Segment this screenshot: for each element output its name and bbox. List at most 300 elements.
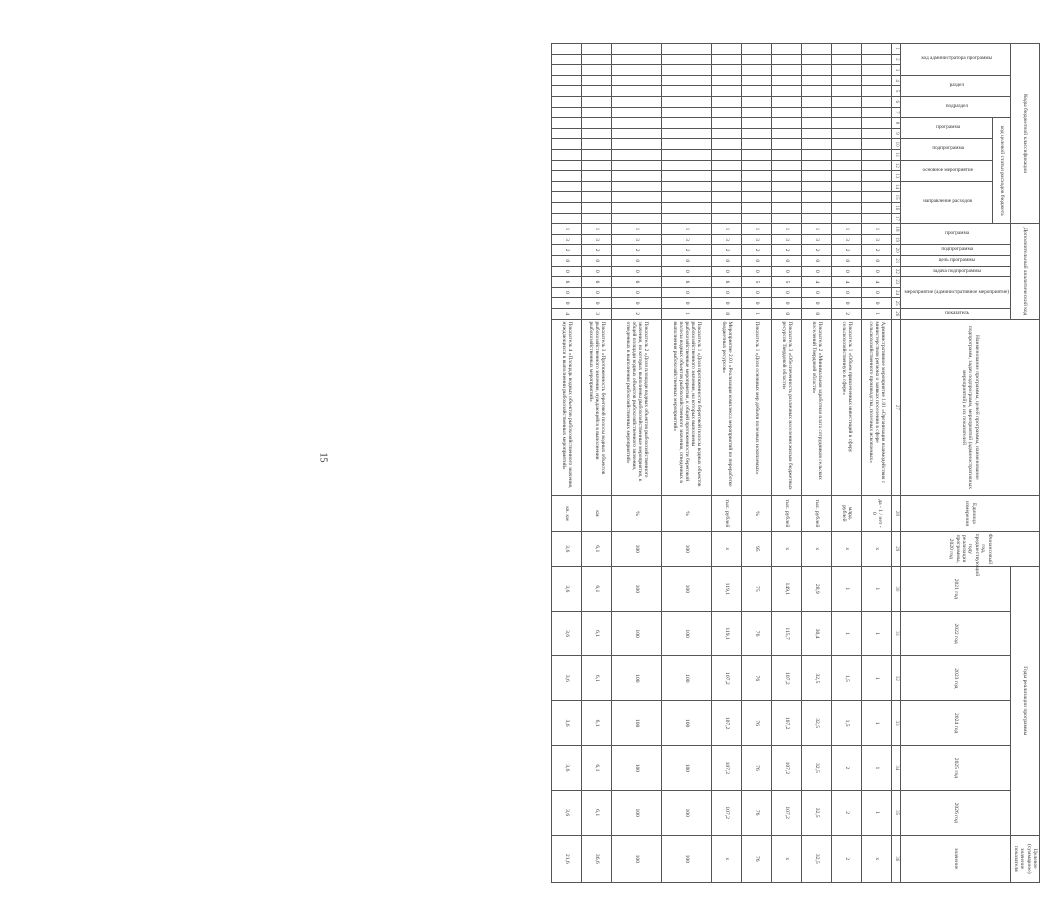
row-year-value: 6,1 xyxy=(582,790,612,835)
code-cell xyxy=(662,160,712,171)
code-cell xyxy=(612,96,662,107)
code-cell: 2 xyxy=(582,245,612,256)
row-year-value: 1 xyxy=(862,656,892,701)
header-subprogram-2: подпрограмма xyxy=(901,245,1011,256)
row-name: Показатель 1 «Доля протяженности береговой полосы водных объектов рыбохозяйственного значения, на которых выполнены рыбохозяйственные мероприятия, к общей протяженности береговой полосы водных объектов рыбохозяйственного значения, отведенных в выполнения рыбохозяйственных мероприятий» xyxy=(662,319,712,496)
row-base: 95 xyxy=(742,531,772,566)
code-cell xyxy=(612,44,662,55)
code-cell xyxy=(772,54,802,65)
column-number-row xyxy=(892,44,901,883)
code-cell xyxy=(582,118,612,129)
code-cell xyxy=(862,96,892,107)
row-year-value: 100 xyxy=(662,746,712,791)
code-cell xyxy=(772,86,802,97)
row-year-value: 1 xyxy=(832,611,862,656)
code-cell: 1 xyxy=(552,224,582,235)
code-cell: 0 xyxy=(802,255,832,266)
header-year-2022: 2022 год xyxy=(901,611,1011,656)
code-cell xyxy=(832,149,862,160)
row-target: х xyxy=(712,835,742,882)
code-cell xyxy=(612,171,662,182)
row-target: х xyxy=(862,835,892,882)
code-cell xyxy=(712,75,742,86)
code-cell xyxy=(772,171,802,182)
code-cell xyxy=(582,202,612,213)
column-number: 12 xyxy=(892,160,901,171)
column-number: 34 xyxy=(892,746,901,791)
code-cell: 6 xyxy=(552,277,582,288)
code-cell xyxy=(712,202,742,213)
code-cell: 0 xyxy=(612,298,662,309)
header-main-event: основное мероприятие xyxy=(901,160,993,181)
column-number: 7 xyxy=(892,107,901,118)
code-cell xyxy=(832,202,862,213)
code-cell: 1 xyxy=(862,308,892,319)
code-cell xyxy=(662,86,712,97)
code-cell: 4 xyxy=(552,308,582,319)
code-cell xyxy=(612,149,662,160)
row-base: х xyxy=(862,531,892,566)
column-number: 11 xyxy=(892,149,901,160)
row-year-value: 107,2 xyxy=(712,790,742,835)
row-target: 32,5 xyxy=(802,835,832,882)
row-year-value: 1 xyxy=(862,701,892,746)
code-cell xyxy=(832,96,862,107)
code-cell xyxy=(832,213,862,224)
code-cell xyxy=(662,171,712,182)
column-number: 14 xyxy=(892,181,901,192)
code-cell xyxy=(712,44,742,55)
code-cell xyxy=(772,192,802,203)
row-name: Показатель 2 «Минимальная заработная плата сотрудников сельских поселений Твердовой области» xyxy=(802,319,832,496)
code-cell: 6 xyxy=(662,277,712,288)
header-admin-code: код администратора программы xyxy=(901,44,1011,76)
code-cell: 5 xyxy=(772,277,802,288)
code-cell: 1 xyxy=(742,308,772,319)
row-year-value: 119,1 xyxy=(712,611,742,656)
row-year-value: 100 xyxy=(612,701,662,746)
code-cell xyxy=(772,96,802,107)
column-number: 13 xyxy=(892,171,901,182)
code-cell xyxy=(582,75,612,86)
row-unit: % xyxy=(612,496,662,531)
code-cell xyxy=(552,118,582,129)
code-cell xyxy=(582,160,612,171)
code-cell xyxy=(802,118,832,129)
code-cell xyxy=(712,118,742,129)
header-indicator: показатель xyxy=(901,308,1011,319)
column-number: 27 xyxy=(892,319,901,496)
column-number: 15 xyxy=(892,192,901,203)
code-cell xyxy=(862,118,892,129)
code-cell xyxy=(662,149,712,160)
code-cell xyxy=(662,139,712,150)
code-cell: 2 xyxy=(772,245,802,256)
table-row xyxy=(612,44,662,883)
row-year-value: 107,2 xyxy=(772,790,802,835)
code-cell: 3 xyxy=(742,234,772,245)
code-cell: 0 xyxy=(742,266,772,277)
code-cell xyxy=(742,171,772,182)
code-cell xyxy=(862,181,892,192)
code-cell xyxy=(582,149,612,160)
code-cell: 1 xyxy=(742,224,772,235)
row-year-value: 1,5 xyxy=(832,701,862,746)
code-cell: 3 xyxy=(612,234,662,245)
code-cell: 0 xyxy=(662,266,712,277)
code-cell xyxy=(582,181,612,192)
code-cell xyxy=(862,202,892,213)
column-number: 17 xyxy=(892,213,901,224)
column-number: 32 xyxy=(892,656,901,701)
code-cell: 0 xyxy=(772,308,802,319)
code-cell xyxy=(582,139,612,150)
code-cell xyxy=(802,86,832,97)
header-base-year: Финансовый год, предшествующий году реализации программы, 2020 год xyxy=(901,531,1040,566)
column-number: 10 xyxy=(892,139,901,150)
row-year-value: 32,5 xyxy=(802,656,832,701)
code-cell: 0 xyxy=(712,255,742,266)
code-cell xyxy=(612,202,662,213)
code-cell: 4 xyxy=(862,277,892,288)
row-year-value: 1,5 xyxy=(832,656,862,701)
code-cell xyxy=(662,118,712,129)
column-number: 28 xyxy=(892,496,901,531)
column-number: 21 xyxy=(892,255,901,266)
code-cell: 2 xyxy=(832,308,862,319)
row-unit: тыс. рублей xyxy=(712,496,742,531)
code-cell: 0 xyxy=(772,298,802,309)
code-cell xyxy=(582,96,612,107)
row-unit: % xyxy=(742,496,772,531)
code-cell xyxy=(712,149,742,160)
code-cell xyxy=(582,86,612,97)
code-cell xyxy=(772,118,802,129)
page-number: 15 xyxy=(317,452,329,463)
column-number: 5 xyxy=(892,86,901,97)
table-row xyxy=(772,44,802,883)
code-cell xyxy=(802,192,832,203)
code-cell: 5 xyxy=(742,277,772,288)
code-cell xyxy=(772,160,802,171)
header-program-2: программа xyxy=(901,224,1011,245)
row-base: 3,6 xyxy=(552,531,582,566)
code-cell xyxy=(742,181,772,192)
code-cell: 1 xyxy=(662,308,712,319)
row-year-value: 149,1 xyxy=(772,566,802,611)
code-cell xyxy=(742,149,772,160)
header-year-2025: 2025 год xyxy=(901,746,1011,791)
code-cell: 0 xyxy=(662,287,712,298)
program-table xyxy=(551,43,1040,883)
header-section: раздел xyxy=(901,75,1011,96)
row-base: 100 xyxy=(612,531,662,566)
code-cell xyxy=(802,181,832,192)
code-cell: 0 xyxy=(552,266,582,277)
code-cell xyxy=(802,107,832,118)
row-year-value: 1 xyxy=(862,746,892,791)
code-cell xyxy=(552,139,582,150)
code-cell: 1 xyxy=(582,224,612,235)
code-cell xyxy=(862,86,892,97)
column-number: 20 xyxy=(892,245,901,256)
header-year-2023: 2023 год xyxy=(901,656,1011,701)
code-cell xyxy=(552,202,582,213)
header-goal: цель программы xyxy=(901,255,1011,266)
code-cell xyxy=(552,171,582,182)
row-year-value: 2 xyxy=(832,746,862,791)
code-cell xyxy=(862,54,892,65)
code-cell xyxy=(712,181,742,192)
code-cell: 2 xyxy=(712,245,742,256)
code-cell: 3 xyxy=(662,234,712,245)
code-cell: 0 xyxy=(742,287,772,298)
row-year-value: 3,6 xyxy=(552,701,582,746)
column-number: 36 xyxy=(892,835,901,882)
row-year-value: 100 xyxy=(612,790,662,835)
code-cell: 0 xyxy=(552,298,582,309)
code-cell xyxy=(552,96,582,107)
code-cell: 2 xyxy=(612,245,662,256)
code-cell xyxy=(582,54,612,65)
code-cell xyxy=(832,171,862,182)
code-cell xyxy=(862,171,892,182)
code-cell: 0 xyxy=(742,255,772,266)
row-base: х xyxy=(772,531,802,566)
code-cell: 0 xyxy=(862,266,892,277)
row-year-value: 107,2 xyxy=(772,656,802,701)
column-number: 26 xyxy=(892,308,901,319)
header-target-value: значение xyxy=(901,835,1011,882)
header-program: программа xyxy=(901,118,993,139)
code-cell xyxy=(802,96,832,107)
code-cell xyxy=(772,65,802,76)
code-cell xyxy=(662,192,712,203)
row-year-value: 6,1 xyxy=(582,656,612,701)
column-number: 9 xyxy=(892,128,901,139)
column-number: 4 xyxy=(892,75,901,86)
header-budget-codes: Коды бюджетной классификации xyxy=(1011,44,1040,224)
code-cell xyxy=(552,86,582,97)
code-cell xyxy=(742,192,772,203)
row-year-value: 119,1 xyxy=(712,566,742,611)
code-cell xyxy=(862,44,892,55)
code-cell: 3 xyxy=(582,234,612,245)
column-number: 29 xyxy=(892,531,901,566)
code-cell: 0 xyxy=(612,266,662,277)
row-year-value: 6,1 xyxy=(582,701,612,746)
code-cell xyxy=(802,54,832,65)
column-number: 3 xyxy=(892,65,901,76)
row-base: 6,1 xyxy=(582,531,612,566)
code-cell xyxy=(802,44,832,55)
column-number: 1 xyxy=(892,44,901,55)
code-cell xyxy=(742,202,772,213)
code-cell xyxy=(832,192,862,203)
column-number: 18 xyxy=(892,224,901,235)
table-row xyxy=(832,44,862,883)
header-unit: Единица измерения xyxy=(901,496,1040,531)
code-cell: 4 xyxy=(832,277,862,288)
code-cell xyxy=(582,171,612,182)
table-row xyxy=(582,44,612,883)
code-cell: 3 xyxy=(862,234,892,245)
row-unit: % xyxy=(662,496,712,531)
row-target: 100 xyxy=(662,835,712,882)
code-cell: 0 xyxy=(802,287,832,298)
row-name: Административное мероприятие 1.01 «Организация взаимодействия с министерством региона о заявках поселения в сфере сельскохозяйственного производства, полезных ископаемых» xyxy=(862,319,892,496)
row-year-value: 100 xyxy=(662,790,712,835)
code-cell xyxy=(712,128,742,139)
code-cell xyxy=(662,213,712,224)
code-cell: 0 xyxy=(712,287,742,298)
code-cell: 0 xyxy=(552,287,582,298)
column-number: 16 xyxy=(892,202,901,213)
code-cell: 0 xyxy=(582,287,612,298)
code-cell: 0 xyxy=(612,287,662,298)
header-year-2021: 2021 год xyxy=(901,566,1011,611)
code-cell xyxy=(802,213,832,224)
code-cell xyxy=(772,44,802,55)
code-cell: 3 xyxy=(802,234,832,245)
code-cell xyxy=(772,181,802,192)
code-cell xyxy=(582,44,612,55)
code-cell xyxy=(772,75,802,86)
code-cell xyxy=(832,107,862,118)
code-cell: 3 xyxy=(552,234,582,245)
code-cell xyxy=(742,107,772,118)
code-cell xyxy=(802,75,832,86)
row-name: Показатель 4 «Площадь водных объектов рыбохозяйственного значения, нуждающихся в выполнении рыбохозяйственных мероприятий» xyxy=(552,319,582,496)
row-year-value: 1 xyxy=(862,790,892,835)
code-cell xyxy=(772,202,802,213)
code-cell xyxy=(742,160,772,171)
code-cell xyxy=(832,118,862,129)
row-target: 21,6 xyxy=(552,835,582,882)
row-year-value: 107,2 xyxy=(712,701,742,746)
code-cell: 0 xyxy=(772,266,802,277)
code-cell: 0 xyxy=(862,298,892,309)
row-unit: км xyxy=(582,496,612,531)
row-year-value: 6,1 xyxy=(582,611,612,656)
column-number: 8 xyxy=(892,118,901,129)
code-cell xyxy=(742,96,772,107)
row-name: Показатель 2 «Доля площади водных объектов рыбохозяйственного значения, на которых выполнены рыбохозяйственные мероприятия, к общей площади водных объектов рыбохозяйственного значения, отведенных в выполнения рыбохозяйственных мероприятий» xyxy=(612,319,662,496)
code-cell: 0 xyxy=(832,266,862,277)
column-number: 31 xyxy=(892,611,901,656)
code-cell xyxy=(742,75,772,86)
row-name: Мероприятие 2.01 «Реализация комплекса мероприятий по переработке бюджетных ресурсов» xyxy=(712,319,742,496)
row-target: х xyxy=(772,835,802,882)
row-year-value: 6,1 xyxy=(582,566,612,611)
code-cell xyxy=(612,160,662,171)
code-cell: 2 xyxy=(832,245,862,256)
code-cell xyxy=(832,160,862,171)
row-year-value: 3,6 xyxy=(552,611,582,656)
code-cell xyxy=(582,65,612,76)
code-cell xyxy=(862,65,892,76)
code-cell xyxy=(802,149,832,160)
row-base: х xyxy=(802,531,832,566)
code-cell: 3 xyxy=(772,234,802,245)
row-year-value: 3,6 xyxy=(552,746,582,791)
row-year-value: 107,2 xyxy=(772,746,802,791)
code-cell xyxy=(772,107,802,118)
code-cell xyxy=(712,65,742,76)
code-cell: 0 xyxy=(582,298,612,309)
code-cell xyxy=(552,213,582,224)
code-cell xyxy=(712,86,742,97)
code-cell: 3 xyxy=(582,308,612,319)
code-cell xyxy=(662,75,712,86)
code-cell xyxy=(662,65,712,76)
header-target-article: код целевой статьи расходов бюджета xyxy=(993,118,1011,224)
code-cell xyxy=(862,75,892,86)
header-year-2026: 2026 год xyxy=(901,790,1011,835)
row-unit: млрд. рублей xyxy=(832,496,862,531)
code-cell xyxy=(552,160,582,171)
code-cell xyxy=(662,107,712,118)
table-row xyxy=(862,44,892,883)
code-cell xyxy=(662,181,712,192)
code-cell xyxy=(612,65,662,76)
code-cell xyxy=(742,86,772,97)
row-year-value: 100 xyxy=(612,746,662,791)
code-cell xyxy=(802,139,832,150)
code-cell xyxy=(612,107,662,118)
code-cell xyxy=(712,213,742,224)
column-number: 23 xyxy=(892,277,901,288)
code-cell: 2 xyxy=(552,245,582,256)
code-cell: 0 xyxy=(712,298,742,309)
code-cell xyxy=(552,192,582,203)
code-cell xyxy=(552,44,582,55)
code-cell xyxy=(662,128,712,139)
code-cell: 0 xyxy=(832,298,862,309)
code-cell: 1 xyxy=(862,224,892,235)
header-subsection: подраздел xyxy=(901,96,1011,117)
code-cell xyxy=(662,44,712,55)
code-cell: 2 xyxy=(742,245,772,256)
code-cell xyxy=(742,213,772,224)
code-cell xyxy=(772,139,802,150)
code-cell xyxy=(662,202,712,213)
code-cell xyxy=(832,128,862,139)
column-number: 2 xyxy=(892,54,901,65)
code-cell xyxy=(862,160,892,171)
code-cell xyxy=(552,54,582,65)
code-cell xyxy=(742,139,772,150)
column-number: 25 xyxy=(892,298,901,309)
row-unit: тыс. рублей xyxy=(802,496,832,531)
code-cell xyxy=(552,181,582,192)
code-cell: 2 xyxy=(802,245,832,256)
code-cell xyxy=(832,54,862,65)
row-base: х xyxy=(712,531,742,566)
code-cell: 1 xyxy=(772,224,802,235)
code-cell xyxy=(802,160,832,171)
row-year-value: 115,7 xyxy=(772,611,802,656)
code-cell xyxy=(612,128,662,139)
code-cell: 2 xyxy=(612,308,662,319)
code-cell xyxy=(742,65,772,76)
header-direction: направление расходов xyxy=(901,181,993,223)
row-name: Показатель 3 «Обеспеченность различных населения жилым бюджетных ресурсов Твердовой области» xyxy=(772,319,802,496)
code-cell: 0 xyxy=(582,255,612,266)
row-year-value: 75 xyxy=(742,566,772,611)
code-cell xyxy=(712,139,742,150)
code-cell: 4 xyxy=(802,277,832,288)
